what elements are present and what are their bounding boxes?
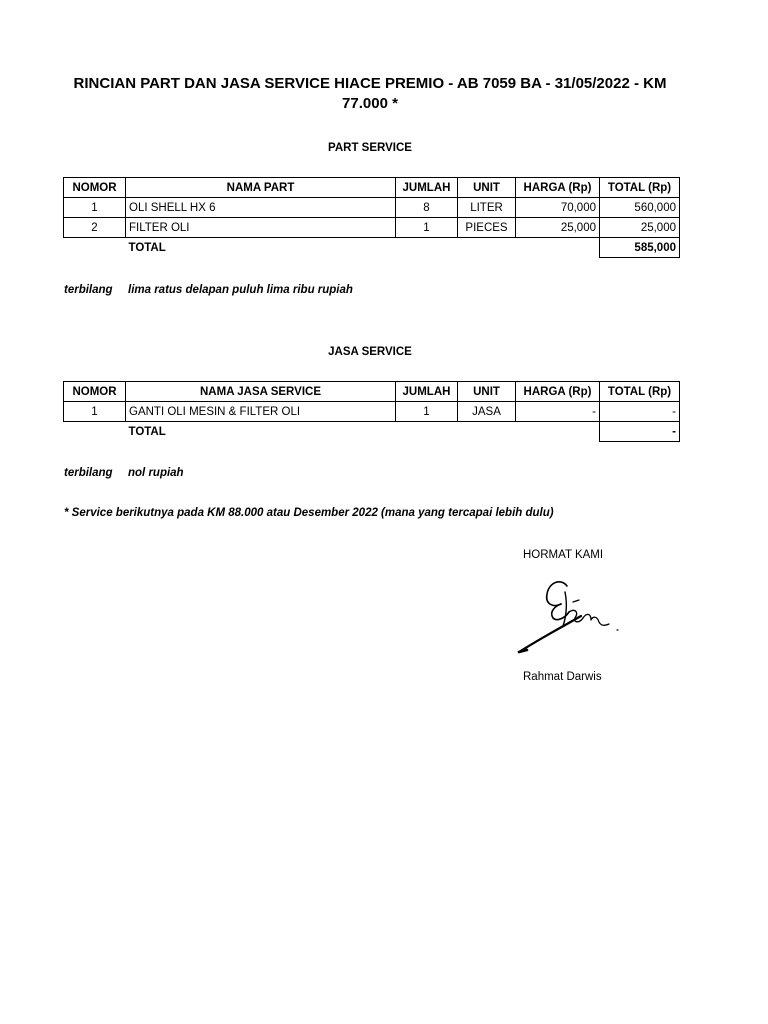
col-header-nama-jasa: NAMA JASA SERVICE [126,382,396,402]
total-label: TOTAL [128,425,166,438]
cell-harga: - [516,402,600,422]
total-value: 585,000 [600,238,680,258]
cell-total: - [600,402,680,422]
cell-nomor: 1 [64,402,126,422]
col-header-jumlah: JUMLAH [396,382,458,402]
terbilang-label: terbilang [64,467,113,479]
cell-jumlah: 8 [396,198,458,218]
blank-cell [516,422,600,442]
closing-text: HORMAT KAMI [523,549,604,561]
cell-nama: OLI SHELL HX 6 [126,198,396,218]
service-note: * Service berikutnya pada KM 88.000 atau Desember 2022 (mana yang tercapai lebih dulu) [64,507,554,519]
col-header-nomor: NOMOR [64,382,126,402]
cell-unit: PIECES [458,218,516,238]
col-header-nomor: NOMOR [64,178,126,198]
col-header-total: TOTAL (Rp) [600,178,680,198]
blank-cell [458,238,516,258]
cell-total: 560,000 [600,198,680,218]
col-header-total: TOTAL (Rp) [600,382,680,402]
cell-nama: GANTI OLI MESIN & FILTER OLI [126,402,396,422]
blank-cell [64,422,126,442]
total-row [64,422,680,442]
cell-jumlah: 1 [396,402,458,422]
col-header-nama-part: NAMA PART [126,178,396,198]
col-header-harga: HARGA (Rp) [516,382,600,402]
jasa-table [63,381,680,442]
table-row [64,218,680,238]
blank-cell [396,422,458,442]
blank-cell [516,238,600,258]
blank-cell [396,238,458,258]
document-title: RINCIAN PART DAN JASA SERVICE HIACE PREMIO - AB 7059 BA - 31/05/2022 - KM 77.000 * [73,75,667,112]
col-header-unit: UNIT [458,382,516,402]
jasa-section-heading: JASA SERVICE [328,346,412,358]
part-table [63,177,680,258]
col-header-harga: HARGA (Rp) [516,178,600,198]
cell-nama: FILTER OLI [126,218,396,238]
cell-unit: JASA [458,402,516,422]
cell-harga: 70,000 [516,198,600,218]
signer-name: Rahmat Darwis [523,671,602,683]
cell-nomor: 1 [64,198,126,218]
total-label: TOTAL [128,241,166,254]
terbilang-text: lima ratus delapan puluh lima ribu rupiah [128,284,353,296]
signature-image [505,572,630,662]
table-row [64,402,680,422]
blank-cell [458,422,516,442]
cell-nomor: 2 [64,218,126,238]
total-value: - [600,422,680,442]
table-header-row [64,382,680,402]
total-row [64,238,680,258]
cell-total: 25,000 [600,218,680,238]
table-header-row [64,178,680,198]
cell-jumlah: 1 [396,218,458,238]
blank-cell [64,238,126,258]
col-header-unit: UNIT [458,178,516,198]
terbilang-label: terbilang [64,284,113,296]
part-section-heading: PART SERVICE [328,142,412,154]
cell-harga: 25,000 [516,218,600,238]
cell-unit: LITER [458,198,516,218]
col-header-jumlah: JUMLAH [396,178,458,198]
table-row [64,198,680,218]
terbilang-text: nol rupiah [128,467,184,479]
